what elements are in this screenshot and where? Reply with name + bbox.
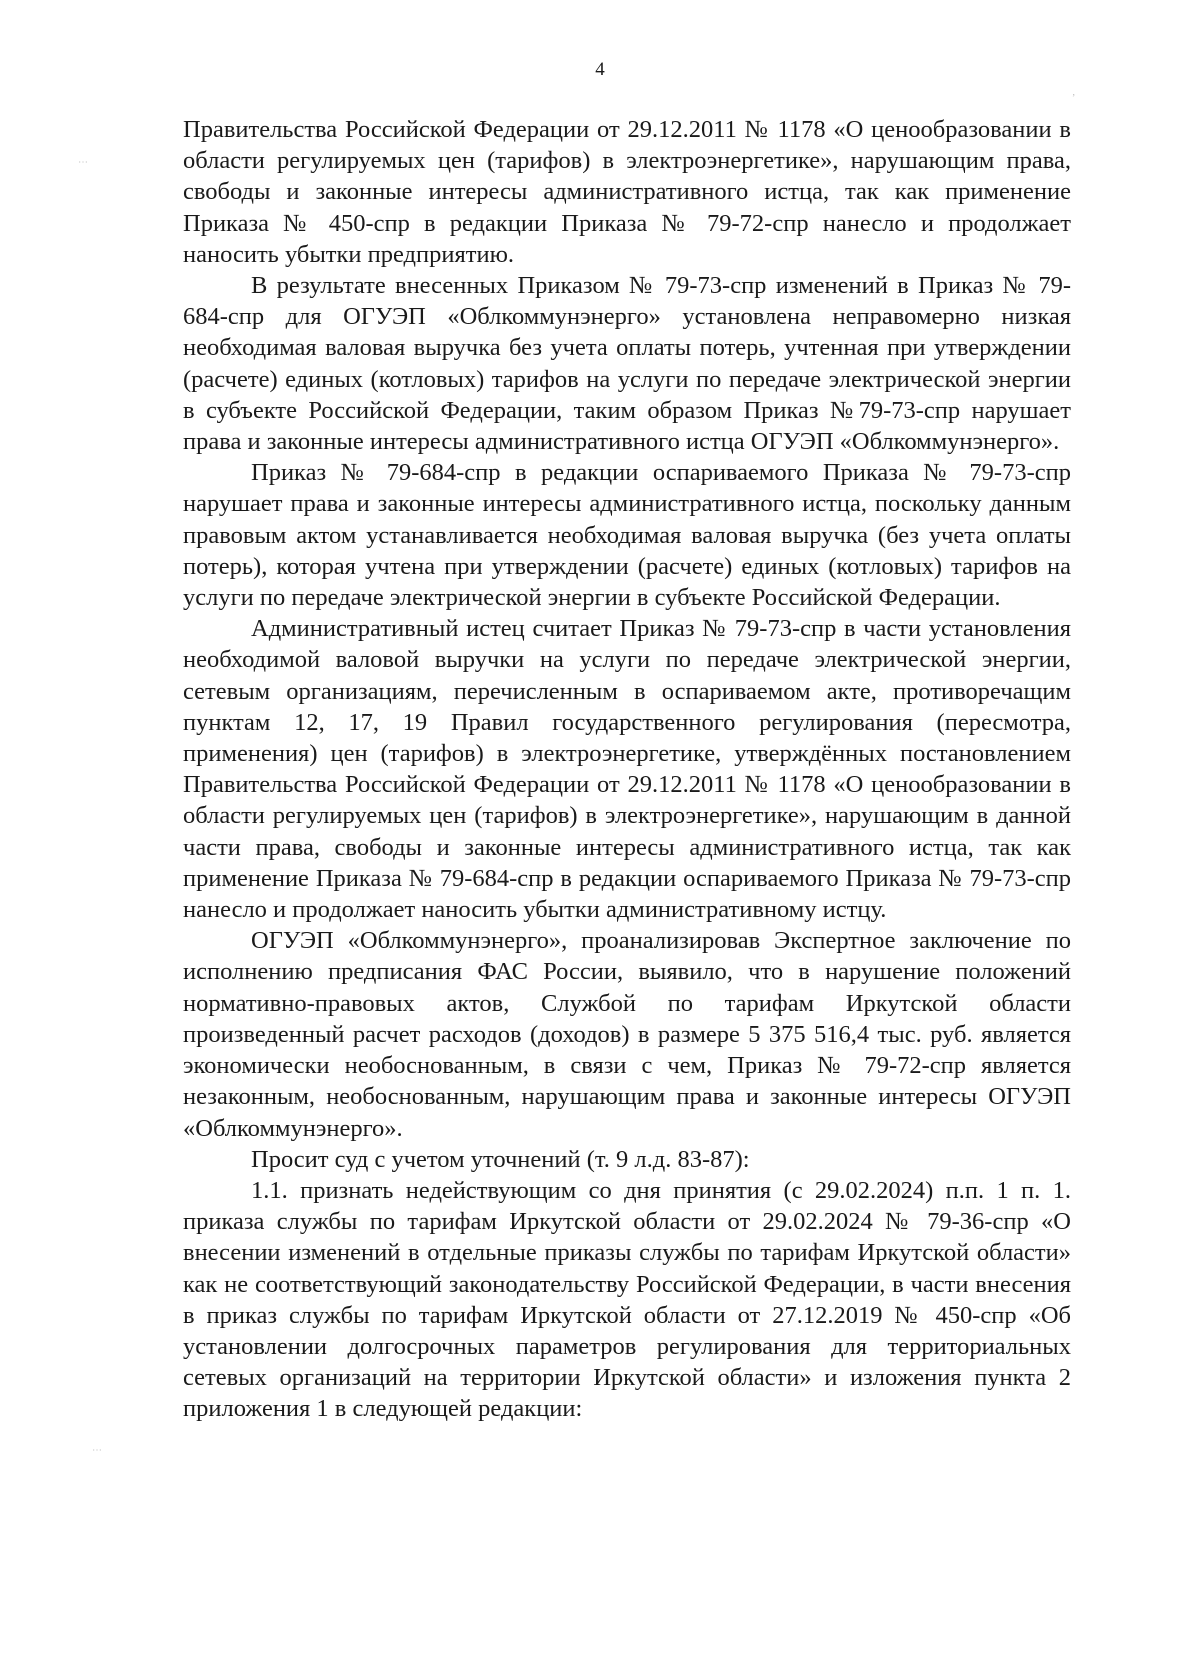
- paragraph-order-73-changes: В результате внесенных Приказом № 79-73-спр изменений в Приказ № 79-684-спр для ОГУЭП «Облкоммунэнерго» установлена неправомерно низкая необходимая валовая выручка без учета оплаты потерь, учтенная при утверждении (расчете) единых (котловых) тарифов на услуги по передаче электрической энергии в субъекте Российской Федерации, таким образом Приказ №79-73-спр нарушает права и законные интересы административного истца ОГУЭП «Облкоммунэнерго».: [183, 272, 1071, 456]
- scan-speck: ⋯: [78, 157, 88, 168]
- paragraph-plaintiff-position: Административный истец считает Приказ № 79-73-спр в части установления необходимой валовой выручки на услуги по передаче электрической энергии, сетевым организациям, перечисленным в оспариваемом акте, противоречащим пунктам 12, 17, 19 Правил государственного регулирования (пересмотра, применения) цен (тарифов) в электроэнергетике, утверждённых постановлением Правительства Российской Федерации от 29.12.2011 № 1178 «О ценообразовании в области регулируемых цен (тарифов) в электроэнергетике», нарушающим в данной части права, свободы и законные интересы административного истца, так как применение Приказа № 79-684-спр в редакции оспариваемого Приказа № 79-73-спр нанесло и продолжает наносить убытки административному истцу.: [183, 615, 1071, 924]
- paragraph-expert-analysis: ОГУЭП «Облкоммунэнерго», проанализировав Экспертное заключение по исполнению предписания ФАС России, выявило, что в нарушение положений нормативно-правовых актов, Службой по тарифам Иркутской области произведенный расчет расходов (доходов) в размере 5 375 516,4 тыс. руб. является экономически необоснованным, в связи с чем, Приказ № 79-72-спр является незаконным, необоснованным, нарушающим права и законные интересы ОГУЭП «Облкоммунэнерго».: [183, 927, 1071, 1142]
- paragraph-continuation: Правительства Российской Федерации от 29.12.2011 № 1178 «О ценообразовании в области регулируемых цен (тарифов) в электроэнергетике», нарушающим права, свободы и законные интересы административного истца, так как применение Приказа № 450-спр в редакции Приказа № 79-72-спр нанесло и продолжает наносить убытки предприятию.: [183, 116, 1071, 268]
- paragraph-request-intro: Просит суд с учетом уточнений (т. 9 л.д. 83-87):: [251, 1145, 750, 1173]
- scan-speck: ⋯: [92, 1445, 102, 1456]
- document-body: [183, 114, 1071, 1425]
- scan-speck: ‚: [1072, 87, 1076, 98]
- paragraph-request-item-1-1: 1.1. признать недействующим со дня принятия (с 29.02.2024) п.п. 1 п. 1. приказа службы по тарифам Иркутской области от 29.02.2024 № 79-36-спр «О внесении изменений в отдельные приказы службы по тарифам Иркутской области» как не соответствующий законодательству Российской Федерации, в части внесения в приказ службы по тарифам Иркутской области от 27.12.2019 № 450-спр «Об установлении долгосрочных параметров регулирования для территориальных сетевых организаций на территории Иркутской области» и изложения пункта 2 приложения 1 в следующей редакции:: [183, 1176, 1071, 1423]
- page-number: 4: [595, 59, 605, 80]
- paragraph-order-684-violation: Приказ № 79-684-спр в редакции оспариваемого Приказа № 79-73-спр нарушает права и законные интересы административного истца, поскольку данным правовым актом устанавливается необходимая валовая выручка (без учета оплаты потерь), которая учтена при утверждении (расчете) единых (котловых) тарифов на услуги по передаче электрической энергии в субъекте Российской Федерации.: [183, 459, 1071, 612]
